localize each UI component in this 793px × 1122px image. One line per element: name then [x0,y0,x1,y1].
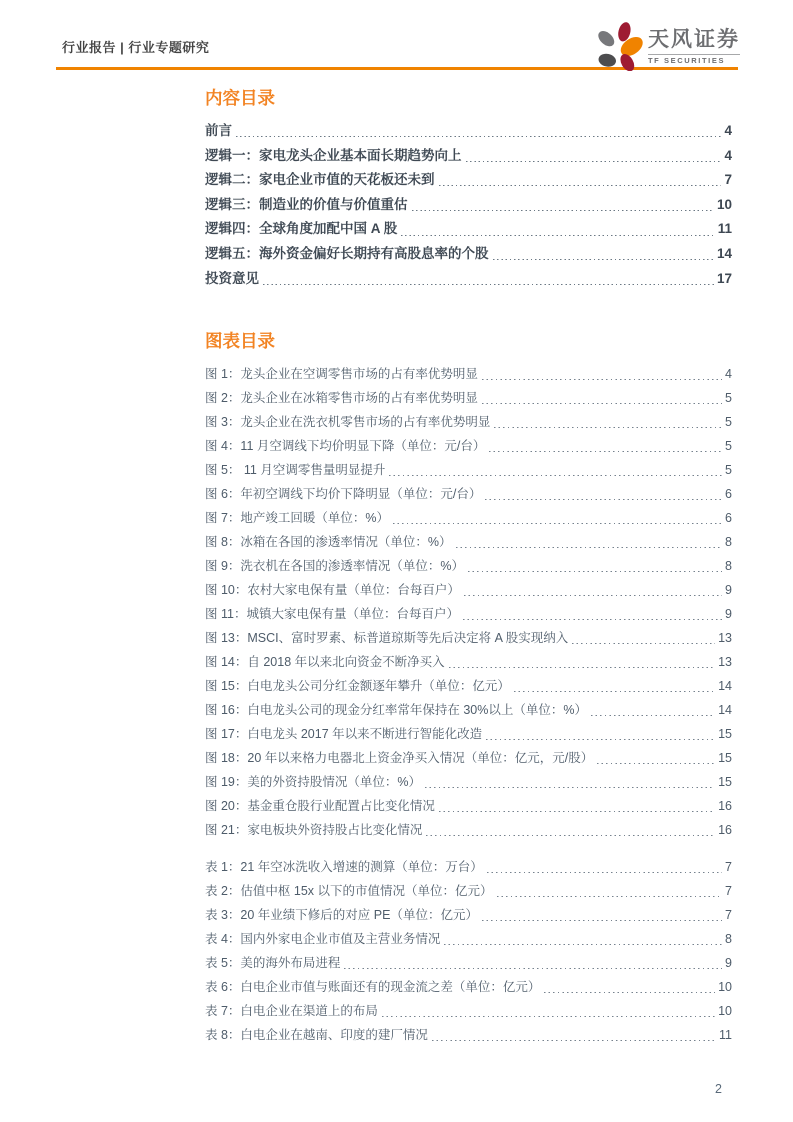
table-toc-entry[interactable] [205,975,732,999]
figure-entry-label: 图 15：白电龙头公司分红金额逐年攀升（单位：亿元） [205,679,510,694]
leader-dots [464,578,722,602]
figure-toc-entry[interactable] [205,794,732,818]
leader-dots [486,722,715,746]
figure-entry-page: 16 [718,823,732,838]
figure-toc-section [205,331,732,1047]
table-entry-page: 11 [719,1028,732,1043]
figure-entry-page: 9 [725,607,732,622]
table-entry-label: 表 1：21 年空冰洗收入增速的测算（单位：万台） [205,860,483,875]
figure-entry-page: 5 [725,439,732,454]
figure-entry-page: 4 [725,367,732,382]
leader-dots [401,217,714,242]
figure-entry-page: 15 [718,727,732,742]
leader-dots [544,975,715,999]
leader-dots [439,794,715,818]
tf-securities-logo [596,22,740,71]
toc-entry-page: 11 [717,221,732,237]
toc-entry-label: 逻辑一：家电龙头企业基本面长期趋势向上 [205,147,462,163]
logo-en-name: TF SECURITIES [648,54,740,65]
figure-entry-label: 图 18：20 年以来格力电器北上资金净买入情况（单位：亿元，元/股） [205,751,594,766]
table-entry-label: 表 7：白电企业在渠道上的布局 [205,1004,378,1019]
figure-entry-label: 图 14：自 2018 年以来北向资金不断净买入 [205,655,445,670]
figure-entry-page: 14 [718,703,732,718]
leader-dots [412,193,714,218]
figure-entry-page: 15 [718,751,732,766]
figure-entry-page: 15 [718,775,732,790]
table-entry-label: 表 4：国内外家电企业市值及主营业务情况 [205,932,441,947]
figure-toc-entry[interactable] [205,386,732,410]
page-number: 2 [715,1082,722,1096]
tf-logo-flower-icon [596,22,643,71]
figure-entry-page: 5 [725,463,732,478]
figure-entry-page: 16 [718,799,732,814]
figure-entry-page: 6 [725,487,732,502]
figure-toc-entry[interactable] [205,674,732,698]
leader-dots [444,927,722,951]
table-entry-label: 表 3：20 年业绩下修后的对应 PE（单位：亿元） [205,908,478,923]
leader-dots [497,879,723,903]
figure-toc-entry[interactable] [205,362,732,386]
logo-text [648,28,740,65]
leader-dots [597,746,715,770]
leader-dots [426,818,715,842]
toc-entry[interactable] [205,119,732,144]
figure-entry-label: 图 3：龙头企业在洗衣机零售市场的占有率优势明显 [205,415,491,430]
leader-dots [463,602,722,626]
figure-toc-entry[interactable] [205,554,732,578]
leader-dots [439,168,722,193]
figure-entry-page: 8 [725,559,732,574]
figure-entry-page: 6 [725,511,732,526]
figure-toc-entry[interactable] [205,530,732,554]
content-toc-list [205,119,732,291]
figure-entry-page: 5 [725,391,732,406]
figure-toc-list [205,362,732,842]
table-toc-entry[interactable] [205,951,732,975]
table-toc-entry[interactable] [205,927,732,951]
leader-dots [493,242,714,267]
figure-entry-label: 图 13：MSCI、富时罗素、标普道琼斯等先后决定将 A 股实现纳入 [205,631,569,646]
figure-entry-label: 图 1：龙头企业在空调零售市场的占有率优势明显 [205,367,478,382]
toc-entry-label: 逻辑三：制造业的价值与价值重估 [205,196,408,212]
leader-dots [482,362,722,386]
table-entry-label: 表 2：估值中枢 15x 以下的市值情况（单位：亿元） [205,884,493,899]
leader-dots [432,1023,716,1047]
toc-entry[interactable] [205,242,732,267]
leader-dots [382,999,715,1023]
content-toc-title: 内容目录 [205,88,275,108]
leader-dots [468,554,722,578]
toc-entry[interactable] [205,193,732,218]
figure-entry-page: 5 [725,415,732,430]
figure-entry-label: 图 20：基金重仓股行业配置占比变化情况 [205,799,435,814]
leader-dots [572,626,715,650]
figure-entry-label: 图 6：年初空调线下均价下降明显（单位：元/台） [205,487,482,502]
figure-entry-label: 图 4：11 月空调线下均价明显下降（单位：元/台） [205,439,486,454]
toc-entry-page: 7 [724,172,732,188]
leader-dots [393,506,722,530]
leader-dots [344,951,722,975]
toc-entry-label: 逻辑四：全球角度加配中国 A 股 [205,221,398,237]
figure-entry-label: 图 19：美的外资持股情况（单位：%） [205,775,421,790]
figure-toc-entry[interactable] [205,626,732,650]
toc-content [205,88,732,1047]
figure-toc-entry[interactable] [205,434,732,458]
figure-entry-page: 9 [725,583,732,598]
leader-dots [263,267,714,292]
toc-entry-page: 14 [716,245,732,261]
figure-toc-entry[interactable] [205,746,732,770]
leader-dots [489,434,722,458]
figure-entry-label: 图 21：家电板块外资持股占比变化情况 [205,823,423,838]
figure-toc-entry[interactable] [205,458,732,482]
toc-entry[interactable] [205,217,732,242]
table-entry-page: 10 [718,980,732,995]
table-entry-page: 8 [725,932,732,947]
figure-entry-label: 图 5： 11 月空调零售量明显提升 [205,463,386,478]
figure-toc-entry[interactable] [205,818,732,842]
toc-entry-page: 10 [716,196,732,212]
figure-entry-label: 图 16：白电龙头公司的现金分红率常年保持在 30%以上（单位：%） [205,703,587,718]
leader-dots [389,458,722,482]
toc-entry-page: 4 [724,147,732,163]
leader-dots [482,903,722,927]
table-toc-entry[interactable] [205,903,732,927]
figure-toc-title: 图表目录 [205,331,275,352]
table-toc-entry[interactable] [205,999,732,1023]
figure-entry-label: 图 9：洗衣机在各国的渗透率情况（单位：%） [205,559,465,574]
figure-toc-entry[interactable] [205,650,732,674]
leader-dots [514,674,715,698]
figure-toc-entry[interactable] [205,602,732,626]
figure-entry-page: 14 [718,679,732,694]
figure-entry-label: 图 8：冰箱在各国的渗透率情况（单位：%） [205,535,452,550]
leader-dots [494,410,722,434]
report-type-label: 行业报告 | 行业专题研究 [62,40,210,55]
toc-entry-label: 投资意见 [205,270,259,286]
toc-entry[interactable] [205,267,732,292]
leader-dots [482,386,722,410]
figure-toc-entry[interactable] [205,770,732,794]
figure-entry-label: 图 17：白电龙头 2017 年以来不断进行智能化改造 [205,727,483,742]
table-toc-list [205,855,732,1047]
leader-dots [449,650,715,674]
toc-entry-label: 逻辑五：海外资金偏好长期持有高股息率的个股 [205,245,489,261]
table-entry-label: 表 5：美的海外布局进程 [205,956,341,971]
figure-entry-label: 图 7：地产竣工回暖（单位：%） [205,511,390,526]
table-entry-page: 9 [725,956,732,971]
figure-entry-page: 8 [725,535,732,550]
table-toc-entry[interactable] [205,879,732,903]
leader-dots [456,530,723,554]
figure-toc-entry[interactable] [205,410,732,434]
toc-entry-page: 4 [724,123,732,138]
leader-dots [591,698,715,722]
leader-dots [466,144,722,169]
leader-dots [487,855,722,879]
figure-entry-label: 图 2：龙头企业在冰箱零售市场的占有率优势明显 [205,391,478,406]
logo-cn-name: 天风证券 [648,28,740,51]
table-entry-label: 表 6：白电企业市值与账面还有的现金流之差（单位：亿元） [205,980,541,995]
leader-dots [485,482,722,506]
toc-entry-label: 前言 [205,123,232,138]
leader-dots [236,119,721,144]
figure-toc-entry[interactable] [205,578,732,602]
figure-entry-label: 图 11：城镇大家电保有量（单位：台每百户） [205,607,459,622]
toc-entry-label: 逻辑二：家电企业市值的天花板还未到 [205,172,435,188]
figure-entry-label: 图 10：农村大家电保有量（单位：台每百户） [205,583,460,598]
figure-toc-entry[interactable] [205,506,732,530]
table-entry-page: 10 [718,1004,732,1019]
table-entry-page: 7 [725,860,732,875]
figure-toc-entry[interactable] [205,698,732,722]
table-entry-page: 7 [725,884,732,899]
table-entry-page: 7 [725,908,732,923]
table-toc-entry[interactable] [205,855,732,879]
figure-toc-entry[interactable] [205,482,732,506]
table-toc-entry[interactable] [205,1023,732,1047]
table-entry-label: 表 8：白电企业在越南、印度的建厂情况 [205,1028,428,1043]
leader-dots [425,770,715,794]
toc-entry-page: 17 [716,270,732,286]
toc-entry[interactable] [205,168,732,193]
figure-entry-page: 13 [718,655,732,670]
figure-entry-page: 13 [718,631,732,646]
page-header [56,0,738,70]
toc-entry[interactable] [205,144,732,169]
figure-toc-entry[interactable] [205,722,732,746]
